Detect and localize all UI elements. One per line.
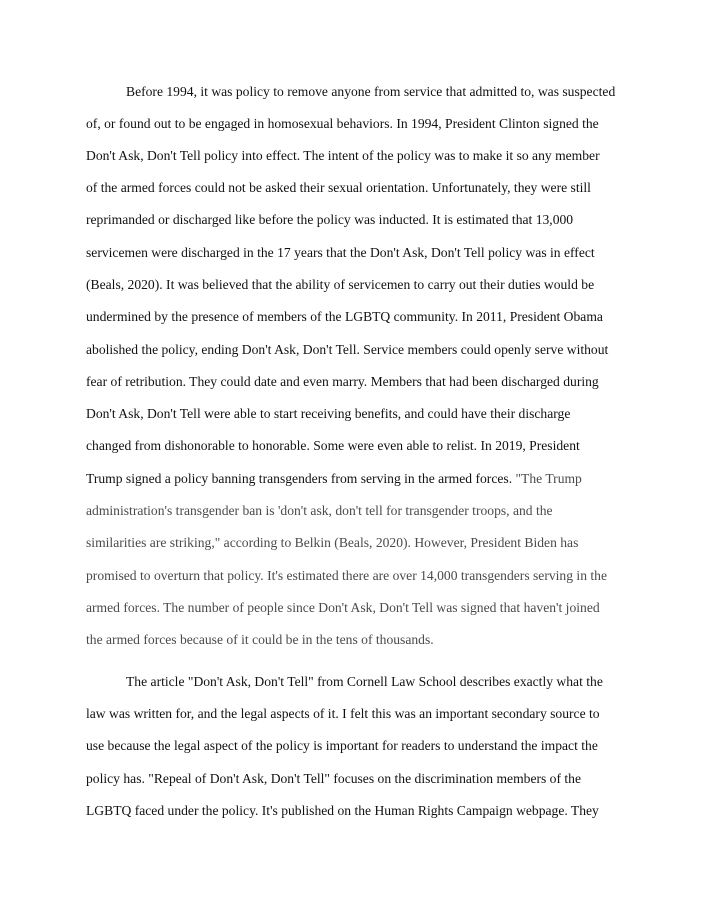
text-line: use because the legal aspect of the policy is important for readers to understand the impact the — [86, 738, 598, 753]
text-line: the armed forces because of it could be in the tens of thousands. — [86, 632, 434, 647]
text-line: of the armed forces could not be asked their sexual orientation. Unfortunately, they were still — [86, 180, 591, 195]
text-line: The article "Don't Ask, Don't Tell" from Cornell Law School describes exactly what the — [126, 674, 603, 689]
text-line: law was written for, and the legal aspects of it. I felt this was an important secondary source to — [86, 706, 600, 721]
text-line: Trump signed a policy banning transgenders from serving in the armed forces. "The Trump — [86, 471, 582, 486]
text-line: promised to overturn that policy. It's estimated there are over 14,000 transgenders serving in the — [86, 568, 608, 583]
text-line: abolished the policy, ending Don't Ask, Don't Tell. Service members could openly serve without — [86, 342, 609, 357]
text-line: (Beals, 2020). It was believed that the ability of servicemen to carry out their duties would be — [86, 277, 595, 292]
text-line: policy has. "Repeal of Don't Ask, Don't Tell" focuses on the discrimination members of the — [86, 771, 582, 786]
text-line: fear of retribution. They could date and even marry. Members that had been discharged during — [86, 374, 599, 389]
text-line: similarities are striking," according to Belkin (Beals, 2020). However, President Biden has — [86, 535, 579, 550]
text-line: Don't Ask, Don't Tell policy into effect. The intent of the policy was to make it so any member — [86, 148, 600, 163]
text-line: of, or found out to be engaged in homosexual behaviors. In 1994, President Clinton signed the — [86, 116, 599, 131]
text-line: changed from dishonorable to honorable. Some were even able to relist. In 2019, President — [86, 438, 580, 453]
text-line: reprimanded or discharged like before the policy was inducted. It is estimated that 13,000 — [86, 212, 574, 227]
text-line: undermined by the presence of members of the LGBTQ community. In 2011, President Obama — [86, 309, 603, 324]
text-line: servicemen were discharged in the 17 years that the Don't Ask, Don't Tell policy was in effect — [86, 245, 595, 260]
text-line: LGBTQ faced under the policy. It's published on the Human Rights Campaign webpage. They — [86, 803, 599, 818]
text-line: Don't Ask, Don't Tell were able to start receiving benefits, and could have their discharge — [86, 406, 571, 421]
text-line: administration's transgender ban is 'don't ask, don't tell for transgender troops, and the — [86, 503, 553, 518]
text-line: Before 1994, it was policy to remove anyone from service that admitted to, was suspected — [126, 84, 616, 99]
text-line: armed forces. The number of people since Don't Ask, Don't Tell was signed that haven't joined — [86, 600, 600, 615]
